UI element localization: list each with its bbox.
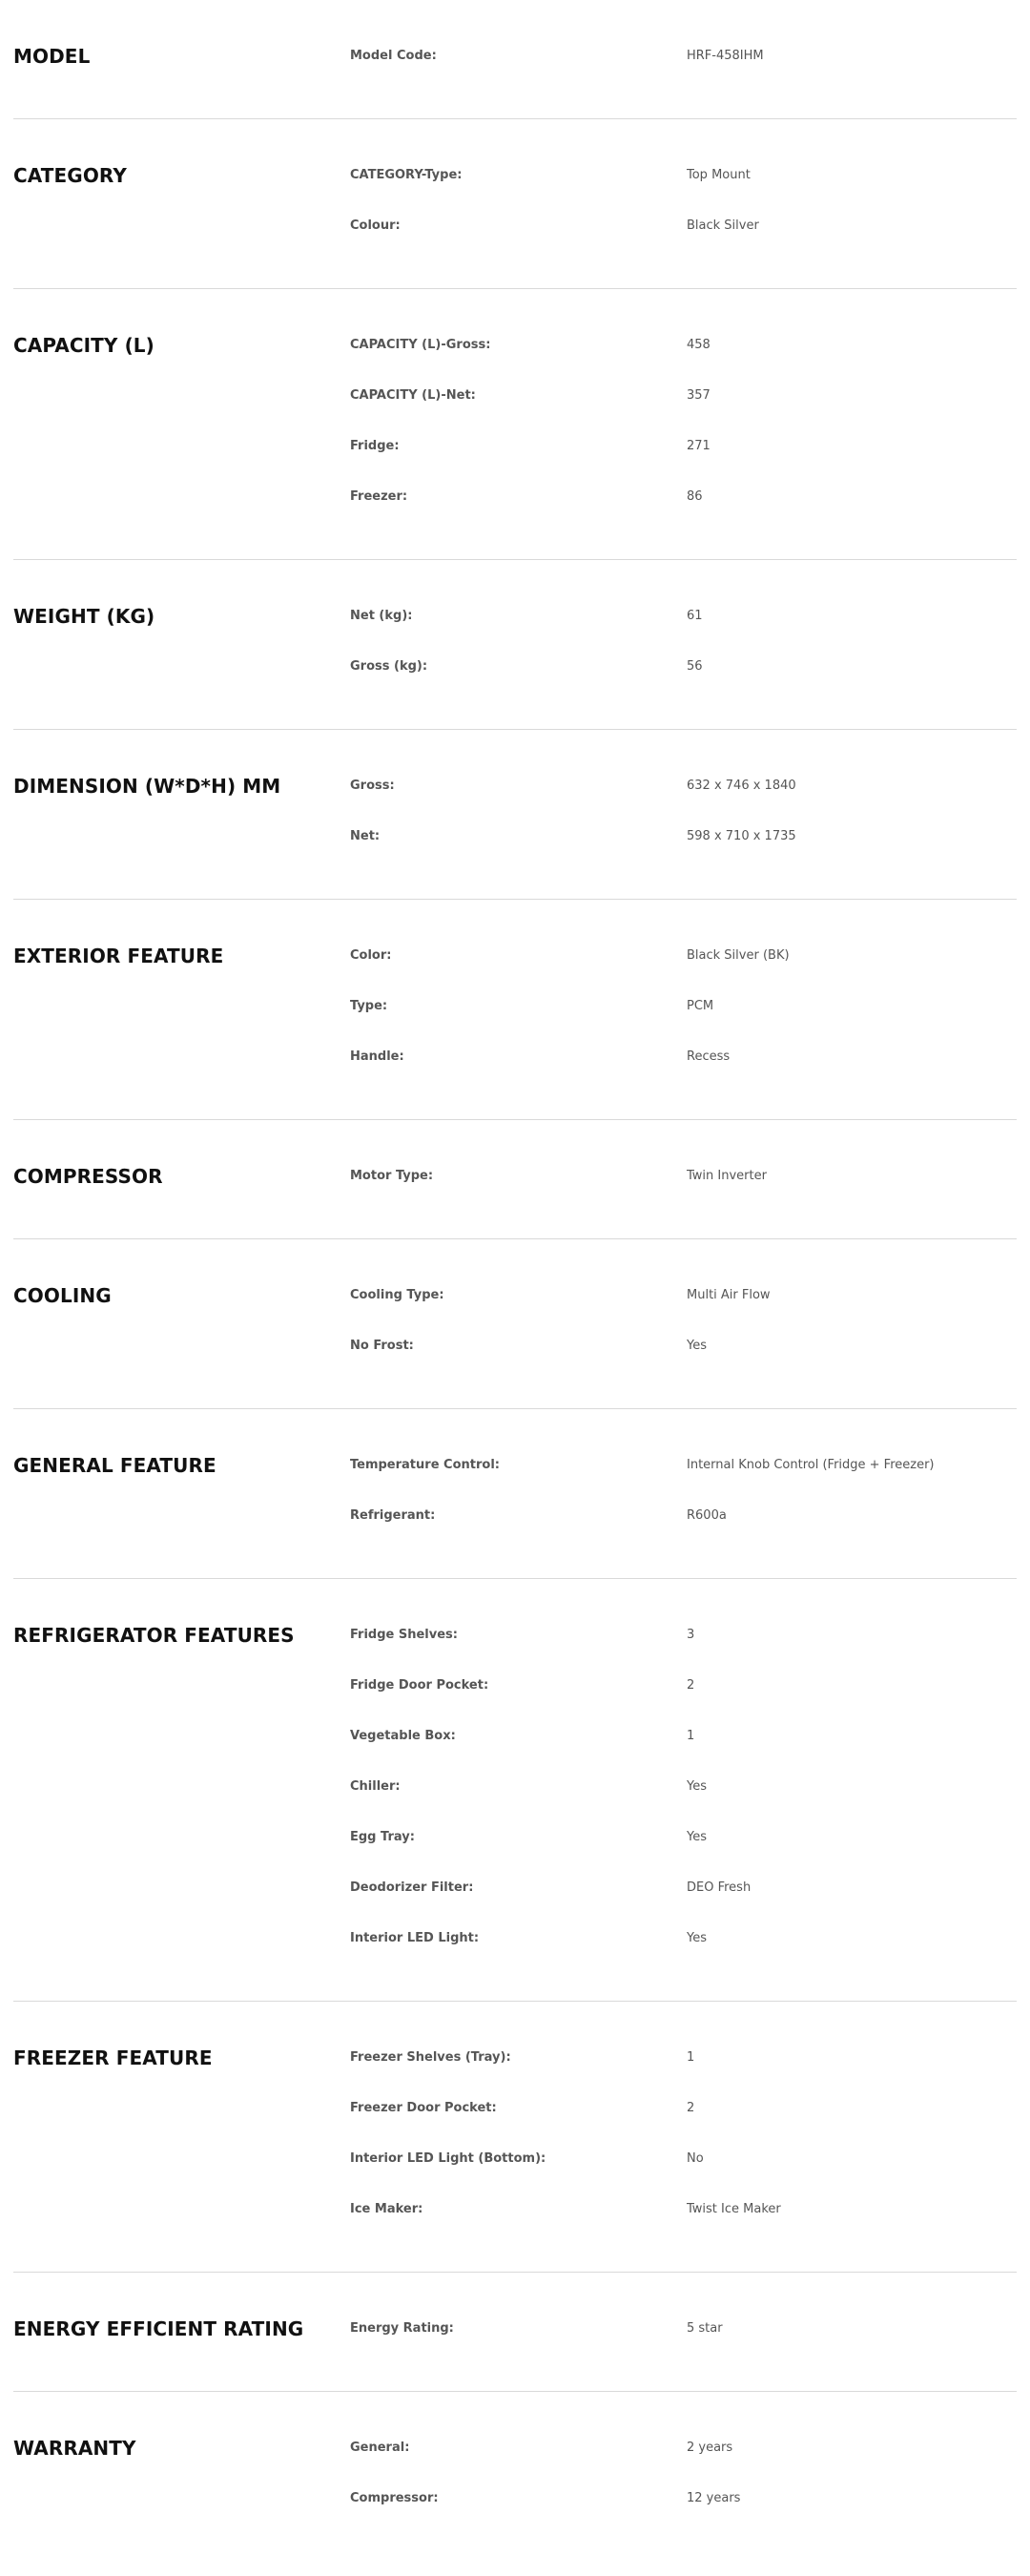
spec-row (350, 1335, 1018, 1385)
spec-value: 1 (687, 2050, 695, 2065)
spec-row (350, 486, 1018, 536)
spec-value: 56 (687, 659, 703, 674)
spec-row (350, 1674, 1018, 1725)
section-title: WEIGHT (KG) (13, 605, 155, 628)
spec-section-energy-efficient-rating (13, 2273, 1017, 2392)
spec-label: Refrigerant: (350, 1508, 436, 1523)
spec-value: R600a (687, 1508, 727, 1523)
spec-label: Compressor: (350, 2491, 439, 2505)
spec-label: Ice Maker: (350, 2202, 423, 2216)
section-title: FREEZER FEATURE (13, 2046, 213, 2069)
spec-row (350, 384, 1018, 435)
spec-value: 12 years (687, 2491, 741, 2505)
spec-value: 271 (687, 439, 711, 453)
spec-row (350, 1776, 1018, 1826)
spec-section-category (13, 119, 1017, 289)
spec-label: Net: (350, 829, 381, 843)
spec-rows (350, 164, 1018, 265)
spec-row (350, 1624, 1018, 1674)
spec-label: Colour: (350, 218, 401, 233)
spec-row (350, 1826, 1018, 1877)
spec-label: Freezer Door Pocket: (350, 2101, 497, 2115)
spec-label: Net (kg): (350, 609, 413, 623)
spec-rows (350, 605, 1018, 706)
spec-value: 357 (687, 388, 711, 403)
spec-value: Top Mount (687, 168, 751, 182)
spec-row (350, 605, 1018, 655)
spec-section-cooling (13, 1239, 1017, 1409)
spec-value: Multi Air Flow (687, 1288, 771, 1302)
spec-section-capacity (13, 289, 1017, 560)
spec-section-weight (13, 560, 1017, 730)
spec-row (350, 2097, 1018, 2148)
spec-value: 598 x 710 x 1735 (687, 829, 796, 843)
section-title: MODEL (13, 45, 91, 68)
spec-row (350, 1284, 1018, 1335)
spec-section-freezer-feature (13, 2002, 1017, 2273)
spec-row (350, 2046, 1018, 2097)
spec-label: Motor Type: (350, 1169, 434, 1183)
section-title: GENERAL FEATURE (13, 1454, 216, 1477)
spec-value: 1 (687, 1729, 695, 1743)
spec-row (350, 2487, 1018, 2538)
spec-value: 632 x 746 x 1840 (687, 779, 796, 793)
spec-row (350, 1877, 1018, 1927)
spec-value: 86 (687, 489, 703, 504)
spec-row (350, 2148, 1018, 2198)
spec-value: Yes (687, 1830, 707, 1844)
spec-label: Chiller: (350, 1779, 401, 1794)
spec-section-exterior-feature (13, 900, 1017, 1120)
spec-label: CAPACITY (L)-Gross: (350, 338, 491, 352)
spec-section-general-feature (13, 1409, 1017, 1579)
spec-section-warranty (13, 2392, 1017, 2562)
spec-row (350, 1165, 1018, 1215)
spec-value: Black Silver (687, 218, 759, 233)
spec-value: Yes (687, 1931, 707, 1945)
spec-label: Handle: (350, 1049, 404, 1064)
spec-value: 5 star (687, 2321, 723, 2336)
spec-row (350, 164, 1018, 215)
spec-label: Egg Tray: (350, 1830, 415, 1844)
spec-label: Model Code: (350, 49, 437, 63)
spec-value: 3 (687, 1628, 695, 1642)
section-title: EXTERIOR FEATURE (13, 945, 224, 967)
section-title: DIMENSION (W*D*H) MM (13, 775, 281, 798)
spec-section-compressor (13, 1120, 1017, 1239)
spec-row (350, 945, 1018, 995)
spec-label: Fridge Door Pocket: (350, 1678, 489, 1693)
spec-row (350, 1454, 1018, 1505)
spec-label: Type: (350, 999, 388, 1013)
spec-rows (350, 775, 1018, 876)
spec-value: HRF-458IHM (687, 49, 764, 63)
spec-value: 2 (687, 2101, 695, 2115)
spec-label: Fridge: (350, 439, 400, 453)
spec-rows (350, 1165, 1018, 1215)
spec-label: CATEGORY-Type: (350, 168, 463, 182)
spec-rows (350, 1454, 1018, 1555)
spec-label: No Frost: (350, 1339, 414, 1353)
spec-value: Recess (687, 1049, 731, 1064)
section-title: ENERGY EFFICIENT RATING (13, 2317, 304, 2340)
spec-value: Black Silver (BK) (687, 948, 790, 963)
spec-label: Freezer: (350, 489, 408, 504)
spec-value: Yes (687, 1339, 707, 1353)
spec-value: 2 years (687, 2441, 733, 2455)
section-title: COMPRESSOR (13, 1165, 163, 1188)
spec-value: DEO Fresh (687, 1880, 752, 1895)
spec-label: Deodorizer Filter: (350, 1880, 474, 1895)
spec-rows (350, 334, 1018, 536)
spec-label: Gross: (350, 779, 395, 793)
spec-row (350, 1046, 1018, 1096)
spec-row (350, 1505, 1018, 1555)
spec-rows (350, 1624, 1018, 1978)
section-title: CAPACITY (L) (13, 334, 154, 357)
spec-rows (350, 45, 1018, 95)
spec-row (350, 995, 1018, 1046)
spec-row (350, 1725, 1018, 1776)
section-title: COOLING (13, 1284, 112, 1307)
spec-value: 2 (687, 1678, 695, 1693)
spec-label: Freezer Shelves (Tray): (350, 2050, 511, 2065)
spec-label: Cooling Type: (350, 1288, 444, 1302)
spec-value: Internal Knob Control (Fridge + Freezer) (687, 1458, 935, 1472)
spec-label: Gross (kg): (350, 659, 428, 674)
spec-label: Interior LED Light (Bottom): (350, 2151, 546, 2166)
spec-value: PCM (687, 999, 714, 1013)
spec-section-dimension (13, 730, 1017, 900)
spec-rows (350, 945, 1018, 1096)
spec-section-model (13, 0, 1017, 119)
spec-row (350, 2317, 1018, 2368)
spec-row (350, 2437, 1018, 2487)
spec-value: Yes (687, 1779, 707, 1794)
spec-rows (350, 1284, 1018, 1385)
spec-row (350, 1927, 1018, 1978)
spec-label: Energy Rating: (350, 2321, 454, 2336)
section-title: WARRANTY (13, 2437, 136, 2460)
section-title: REFRIGERATOR FEATURES (13, 1624, 295, 1647)
spec-value: 61 (687, 609, 703, 623)
spec-label: Interior LED Light: (350, 1931, 480, 1945)
spec-label: Temperature Control: (350, 1458, 500, 1472)
spec-value: 458 (687, 338, 711, 352)
spec-rows (350, 2437, 1018, 2538)
spec-row (350, 655, 1018, 706)
spec-label: General: (350, 2441, 410, 2455)
spec-label: Color: (350, 948, 392, 963)
spec-value: Twin Inverter (687, 1169, 767, 1183)
spec-row (350, 45, 1018, 95)
spec-label: Vegetable Box: (350, 1729, 456, 1743)
spec-row (350, 435, 1018, 486)
spec-row (350, 334, 1018, 384)
spec-row (350, 775, 1018, 825)
spec-row (350, 215, 1018, 265)
spec-label: Fridge Shelves: (350, 1628, 458, 1642)
spec-row (350, 825, 1018, 876)
section-title: CATEGORY (13, 164, 127, 187)
spec-value: No (687, 2151, 704, 2166)
spec-value: Twist Ice Maker (687, 2202, 781, 2216)
spec-row (350, 2198, 1018, 2249)
spec-label: CAPACITY (L)-Net: (350, 388, 476, 403)
spec-rows (350, 2317, 1018, 2368)
spec-section-refrigerator-features (13, 1579, 1017, 2002)
spec-rows (350, 2046, 1018, 2249)
